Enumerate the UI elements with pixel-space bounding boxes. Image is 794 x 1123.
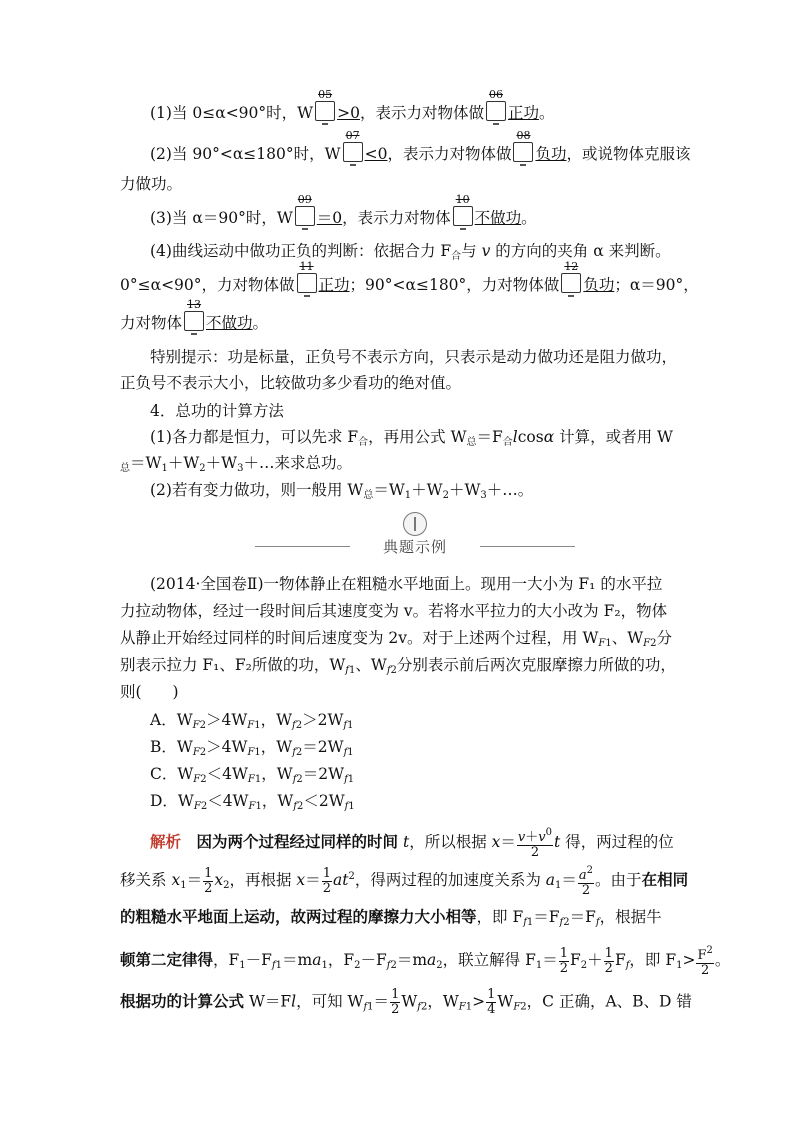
analysis-line-1: 解析 因为两个过程经过同样的时间 t，所以根据 x＝ $\frac{v+v^0}{2}$ t 得，两过程的位	[150, 827, 674, 860]
answer-07: <0	[364, 145, 388, 163]
option-b[interactable]: B．$W_{F2}>4W_{F1}$，$W_{f2}=2W_{f1}$	[150, 738, 354, 758]
section-title-band	[255, 512, 575, 564]
analysis-line-4: 顿第二定律得，$F_1-F_{f1}=ma_1$，$F_2-F_{f2}=ma_2$，联立解得 $F_1=$ $\frac{1}{2}$ $F_2+$ $\frac{1}{2}$ $F_f$，即 $F_1>$ $\frac{F^2}{2}$ 。	[120, 945, 731, 978]
case-2-line-2: 力做功。	[120, 175, 183, 193]
case-4-line: (4)曲线运动中做功正负的判断：依据合力 $F_合$与 v 的方向的夹角 α 来判断。	[150, 242, 671, 262]
option-d[interactable]: D．$W_{F2}<4W_{F1}$，$W_{f2}<2W_{f1}$	[150, 792, 355, 812]
answer-blank-06: 06	[486, 101, 506, 121]
answer-05: >0	[337, 104, 360, 122]
analysis-label: 解析	[150, 832, 182, 851]
section-4-item-2: (2)若有变力做功，则一般用 $W_总=W_1+W_2+W_3+\dots$。	[150, 481, 534, 501]
tip-line-1: 特别提示：功是标量，正负号不表示方向，只表示是动力做功还是阻力做功，	[150, 348, 678, 366]
analysis-line-5: 根据功的计算公式 W＝Fl，可知 $W_{f1}=$ $\frac{1}{2}$ $W_{f2}$，$W_{F1}>$ $\frac{1}{4}$ $W_{F2}$，C 正确，A、B、D 错	[120, 987, 692, 1017]
option-c[interactable]: C．$W_{F2}<4W_{F1}$，$W_{f2}=2W_{f1}$	[150, 765, 355, 785]
answer-13: 不做功	[206, 314, 253, 332]
answer-blank-12: 12	[561, 273, 581, 293]
section-4-item-1: (1)各力都是恒力，可以先求 $F_合$，再用公式 $W_总=F_合lcos\alpha$ 计算，或者用 W	[150, 428, 673, 448]
case-2-line: (2)当 90°<α≤180°时，W 07 <0，表示力对物体做 08 负功，或说物体克服该	[150, 142, 710, 165]
question-line-1: (2014·全国卷Ⅱ)一物体静止在粗糙水平地面上。现用一大小为 F₁ 的水平拉	[150, 575, 663, 593]
answer-10: 不做功	[474, 209, 522, 227]
answer-09: ＝0	[316, 209, 343, 227]
analysis-line-2: 移关系 $x_1=$ $\frac{1}{2}$ $x_2$，再根据 x＝ $\frac{1}{2}$ $at^2$，得两过程的加速度关系为 $a_1=$ $\frac{a^2}{2}$ 。由于在相同	[120, 865, 689, 898]
option-a[interactable]: A．$W_{F2}>4W_{F1}$，$W_{f2}>2W_{f1}$	[150, 711, 354, 731]
answer-blank-08: 08	[513, 142, 533, 162]
section-4-item-1b: $_总=W_1+W_2+W_3+\dots$来求总功。	[120, 454, 352, 474]
question-line-5: 则( )	[120, 683, 179, 701]
answer-12: 负功	[583, 276, 615, 294]
case-1-line: (1)当 0≤α<90°时，W 05 >0，表示力对物体做 06 正功。	[150, 101, 710, 124]
tip-line-2: 正负号不表示大小，比较做功多少看功的绝对值。	[120, 374, 462, 392]
answer-08: 负功	[535, 145, 567, 163]
answer-11: 正功	[318, 276, 350, 294]
answer-06: 正功	[507, 104, 539, 122]
case-4-line-2: 0°≤α<90°，力对物体做 11 正功；90°<α≤180°，力对物体做 12 负功；α＝90°，	[120, 273, 680, 296]
case-3-line: (3)当 α＝90°时，W 09 ＝0，表示力对物体 10 不做功。	[150, 206, 710, 229]
answer-blank-09: 09	[295, 206, 315, 226]
question-line-3: 从静止开始经过同样的时间后速度变为 2v。对于上述两个过程，用 $W_{F1}$、$W_{F2}$分	[120, 629, 673, 649]
answer-blank-07: 07	[343, 142, 363, 162]
pen-icon	[403, 512, 427, 536]
analysis-line-3: 的粗糙水平地面上运动，故两过程的摩擦力大小相等，即 $F_{f1}=F_{f2}=F_f$，根据牛	[120, 907, 662, 928]
section-title: 典题示例	[382, 538, 447, 556]
question-line-2: 力拉动物体，经过一段时间后其速度变为 v。若将水平拉力的大小改为 F₂，物体	[120, 602, 668, 620]
answer-blank-05: 05	[315, 101, 335, 121]
answer-blank-10: 10	[453, 206, 473, 226]
question-line-4: 别表示拉力 F₁、F₂所做的功，$W_{f1}$、$W_{f2}$分别表示前后两次克服摩擦力所做的功，	[120, 656, 676, 676]
case-4-line-3: 力对物体 13 不做功。	[120, 311, 680, 334]
answer-blank-13: 13	[184, 311, 204, 331]
section-4-heading: 4．总功的计算方法	[150, 402, 284, 420]
answer-blank-11: 11	[297, 273, 317, 293]
